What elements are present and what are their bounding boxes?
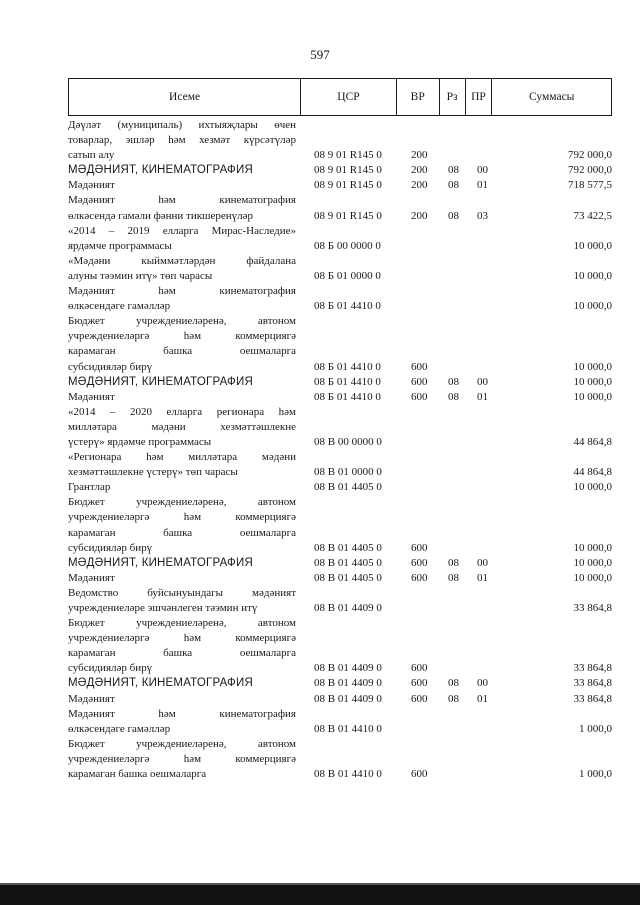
- row-csr: 08 Б 00 0000 0: [314, 239, 381, 252]
- table-row: [68, 676, 612, 691]
- row-csr: 08 В 01 4409 0: [314, 601, 382, 614]
- row-name-line: субсидияләр бирү: [68, 662, 153, 675]
- table-row: [68, 556, 612, 571]
- row-name: [68, 676, 296, 691]
- header-rz: Рз: [440, 79, 466, 115]
- row-name: [68, 405, 296, 450]
- row-sum: 44 864,8: [573, 466, 612, 479]
- row-name-line: Ведомство буйсынуындагы мәдәният: [68, 586, 296, 599]
- table-body: [68, 118, 612, 782]
- row-name-line: учреждениеләргә һәм коммерциягә: [68, 330, 296, 343]
- row-vr: 200: [411, 164, 428, 177]
- row-name-line: хезмәттәшлекне үстерү» төп чарасы: [68, 466, 238, 479]
- row-name-line: сатып алу: [68, 149, 115, 162]
- row-name-line: Грантлар: [68, 481, 111, 494]
- row-name-line: субсидияләр бирү: [68, 541, 153, 554]
- row-csr: 08 В 01 4405 0: [314, 481, 382, 494]
- row-csr: 08 В 01 4409 0: [314, 662, 382, 675]
- row-name-line: учреждениеләргә һәм коммерциягә: [68, 632, 296, 645]
- row-name-line: карамаган башка оешмаларга: [68, 647, 296, 660]
- header-csr: ЦСР: [301, 79, 397, 115]
- row-name: [68, 692, 296, 707]
- row-name: [68, 163, 296, 178]
- row-csr: 08 Б 01 4410 0: [314, 360, 381, 373]
- row-sum: 792 000,0: [568, 149, 612, 162]
- row-csr: 08 В 01 4409 0: [314, 677, 382, 690]
- row-name-line: Мәдәният һәм кинематография: [68, 194, 296, 207]
- row-vr: 600: [411, 692, 428, 705]
- table-header: [68, 78, 612, 116]
- row-name: [68, 314, 296, 374]
- row-vr: 600: [411, 390, 428, 403]
- table-row: [68, 284, 612, 314]
- row-rz: 08: [448, 164, 459, 177]
- table-row: [68, 193, 612, 223]
- header-pr: ПР: [466, 79, 493, 115]
- row-sum: 10 000,0: [573, 269, 612, 282]
- table-row: [68, 390, 612, 405]
- table-row: [68, 118, 612, 163]
- row-sum: 792 000,0: [568, 164, 612, 177]
- row-name-line: Бюджет учреждениеләренә, автоном: [68, 617, 296, 630]
- row-sum: 10 000,0: [573, 300, 612, 313]
- row-sum: 718 577,5: [568, 179, 612, 192]
- table-row: [68, 375, 612, 390]
- row-vr: 600: [411, 556, 428, 569]
- row-pr: 00: [477, 375, 488, 388]
- row-csr: 08 9 01 R145 0: [314, 179, 382, 192]
- row-name-line: Бюджет учреждениеләренә, автоном: [68, 737, 296, 750]
- row-csr: 08 9 01 R145 0: [314, 164, 382, 177]
- row-vr: 600: [411, 768, 428, 781]
- table-row: [68, 571, 612, 586]
- row-pr: 03: [477, 209, 488, 222]
- row-sum: 10 000,0: [573, 541, 612, 554]
- row-name-line: Мәдәният һәм кинематография: [68, 285, 296, 298]
- row-name: [68, 586, 296, 616]
- row-name-line: карамаган башка оешмаларга: [68, 526, 296, 539]
- table-row: [68, 616, 612, 676]
- row-rz: 08: [448, 556, 459, 569]
- row-csr: 08 В 01 4410 0: [314, 722, 382, 735]
- row-name-line: Бюджет учреждениеләренә, автоном: [68, 315, 296, 328]
- row-name-line: учреждениеләргә һәм коммерциягә: [68, 511, 296, 524]
- row-rz: 08: [448, 179, 459, 192]
- row-rz: 08: [448, 677, 459, 690]
- row-name-line: өлкәсендәге гамәлләр: [68, 300, 171, 313]
- row-name-line: учреждениеләргә һәм коммерциягә: [68, 752, 296, 765]
- row-name-line: Мәдәният: [68, 692, 115, 705]
- row-csr: 08 В 01 4410 0: [314, 768, 382, 781]
- table-row: [68, 450, 612, 480]
- row-sum: 10 000,0: [573, 481, 612, 494]
- row-name: [68, 375, 296, 390]
- row-rz: 08: [448, 390, 459, 403]
- row-name: [68, 556, 296, 571]
- table-row: [68, 495, 612, 555]
- row-name: [68, 450, 296, 480]
- row-rz: 08: [448, 209, 459, 222]
- row-sum: 10 000,0: [573, 571, 612, 584]
- header-sum: Суммасы: [529, 91, 575, 103]
- row-csr: 08 Б 01 4410 0: [314, 390, 381, 403]
- row-name: [68, 254, 296, 284]
- row-name-line: «Мәдәни кыйммәтләрдән файдалана: [68, 254, 296, 267]
- row-name: [68, 284, 296, 314]
- row-name-line: үстерү» ярдәмче программасы: [68, 435, 212, 448]
- row-sum: 33 864,8: [573, 601, 612, 614]
- page-number: 597: [310, 47, 330, 62]
- row-name-line: милләтара мәдәни хезмәттәшлекне: [68, 420, 296, 433]
- row-sum: 33 864,8: [573, 662, 612, 675]
- row-name-line: «Регионара һәм милләтара мәдәни: [68, 451, 296, 464]
- row-csr: 08 В 01 4405 0: [314, 571, 382, 584]
- row-name: [68, 224, 296, 254]
- row-sum: 10 000,0: [573, 375, 612, 388]
- row-vr: 600: [411, 375, 428, 388]
- row-csr: 08 В 00 0000 0: [314, 435, 382, 448]
- row-name-line: товарлар, эшләр һәм хезмәт күрсәтүләр: [68, 134, 296, 147]
- row-csr: 08 Б 01 4410 0: [314, 375, 381, 388]
- row-name-line: Мәдәният: [68, 179, 115, 192]
- row-pr: 01: [477, 571, 488, 584]
- row-rz: 08: [448, 375, 459, 388]
- row-name-line: Мәдәният һәм кинематография: [68, 707, 296, 720]
- row-vr: 200: [411, 179, 428, 192]
- table-row: [68, 254, 612, 284]
- table-row: [68, 480, 612, 495]
- row-name: [68, 118, 296, 163]
- row-csr: 08 Б 01 4410 0: [314, 300, 381, 313]
- row-sum: 10 000,0: [573, 360, 612, 373]
- table-row: [68, 405, 612, 450]
- row-name-line: карамаган башка оешмаларга: [68, 768, 207, 781]
- table-row: [68, 737, 612, 782]
- row-name-line: Мәдәният: [68, 571, 115, 584]
- row-name-line: субсидияләр бирү: [68, 360, 153, 373]
- row-vr: 600: [411, 541, 428, 554]
- row-sum: 10 000,0: [573, 556, 612, 569]
- row-vr: 600: [411, 571, 428, 584]
- row-name: [68, 737, 296, 782]
- row-csr: 08 В 01 0000 0: [314, 466, 382, 479]
- header-name: Исеме: [69, 79, 301, 115]
- row-name-line: өлкәсендәге гамәлләр: [68, 722, 171, 735]
- table-row: [68, 314, 612, 374]
- row-sum: 10 000,0: [573, 390, 612, 403]
- row-sum: 1 000,0: [579, 722, 612, 735]
- row-rz: 08: [448, 571, 459, 584]
- row-name: [68, 571, 296, 586]
- row-pr: 01: [477, 692, 488, 705]
- row-pr: 00: [477, 556, 488, 569]
- scan-border: [0, 885, 640, 905]
- row-csr: 08 9 01 R145 0: [314, 149, 382, 162]
- row-csr: 08 Б 01 0000 0: [314, 269, 381, 282]
- row-vr: 200: [411, 149, 428, 162]
- row-name-line: өлкәсендә гамәли фәнни тикшеренүләр: [68, 209, 254, 222]
- row-sum: 33 864,8: [573, 692, 612, 705]
- row-name-line: карамаган башка оешмаларга: [68, 345, 296, 358]
- row-csr: 08 В 01 4409 0: [314, 692, 382, 705]
- row-name: [68, 193, 296, 223]
- table-row: [68, 692, 612, 707]
- row-name-line: ярдәмче программасы: [68, 239, 172, 252]
- row-csr: 08 9 01 R145 0: [314, 209, 382, 222]
- row-vr: 600: [411, 360, 428, 373]
- row-pr: 01: [477, 179, 488, 192]
- row-name: [68, 480, 296, 495]
- row-name-line: Бюджет учреждениеләренә, автоном: [68, 496, 296, 509]
- table-row: [68, 224, 612, 254]
- row-name: [68, 178, 296, 193]
- row-name-line: алуны тәэмин итү» төп чарасы: [68, 269, 213, 282]
- row-sum: 73 422,5: [573, 209, 612, 222]
- row-name: [68, 390, 296, 405]
- row-pr: 00: [477, 164, 488, 177]
- row-name-line: «2014 – 2019 елларга Мирас-Наследие»: [68, 224, 296, 237]
- row-name-line: МӘДӘНИЯТ, КИНЕМАТОГРАФИЯ: [68, 375, 253, 388]
- row-vr: 600: [411, 677, 428, 690]
- row-vr: 200: [411, 209, 428, 222]
- row-name-line: МӘДӘНИЯТ, КИНЕМАТОГРАФИЯ: [68, 556, 253, 569]
- row-vr: 600: [411, 662, 428, 675]
- table-row: [68, 178, 612, 193]
- row-sum: 44 864,8: [573, 435, 612, 448]
- table-row: [68, 707, 612, 737]
- row-name: [68, 616, 296, 676]
- table-row: [68, 163, 612, 178]
- row-name-line: «2014 – 2020 елларга регионара һәм: [68, 405, 296, 418]
- row-name-line: учреждениеләре эшчәнлеген тәэмин итү: [68, 602, 258, 614]
- row-name-line: МӘДӘНИЯТ, КИНЕМАТОГРАФИЯ: [68, 164, 253, 177]
- row-sum: 10 000,0: [573, 239, 612, 252]
- row-name-line: Мәдәният: [68, 390, 115, 403]
- row-sum: 1 000,0: [579, 768, 612, 781]
- row-csr: 08 В 01 4405 0: [314, 541, 382, 554]
- row-csr: 08 В 01 4405 0: [314, 556, 382, 569]
- row-pr: 00: [477, 677, 488, 690]
- row-rz: 08: [448, 692, 459, 705]
- row-name-line: МӘДӘНИЯТ, КИНЕМАТОГРАФИЯ: [68, 677, 253, 690]
- table-row: [68, 586, 612, 616]
- row-sum: 33 864,8: [573, 677, 612, 690]
- header-vr: ВР: [397, 79, 440, 115]
- row-name-line: Дәүләт (муниципаль) ихтыяҗлары өчен: [68, 119, 296, 131]
- row-name: [68, 707, 296, 737]
- row-name: [68, 495, 296, 555]
- row-pr: 01: [477, 390, 488, 403]
